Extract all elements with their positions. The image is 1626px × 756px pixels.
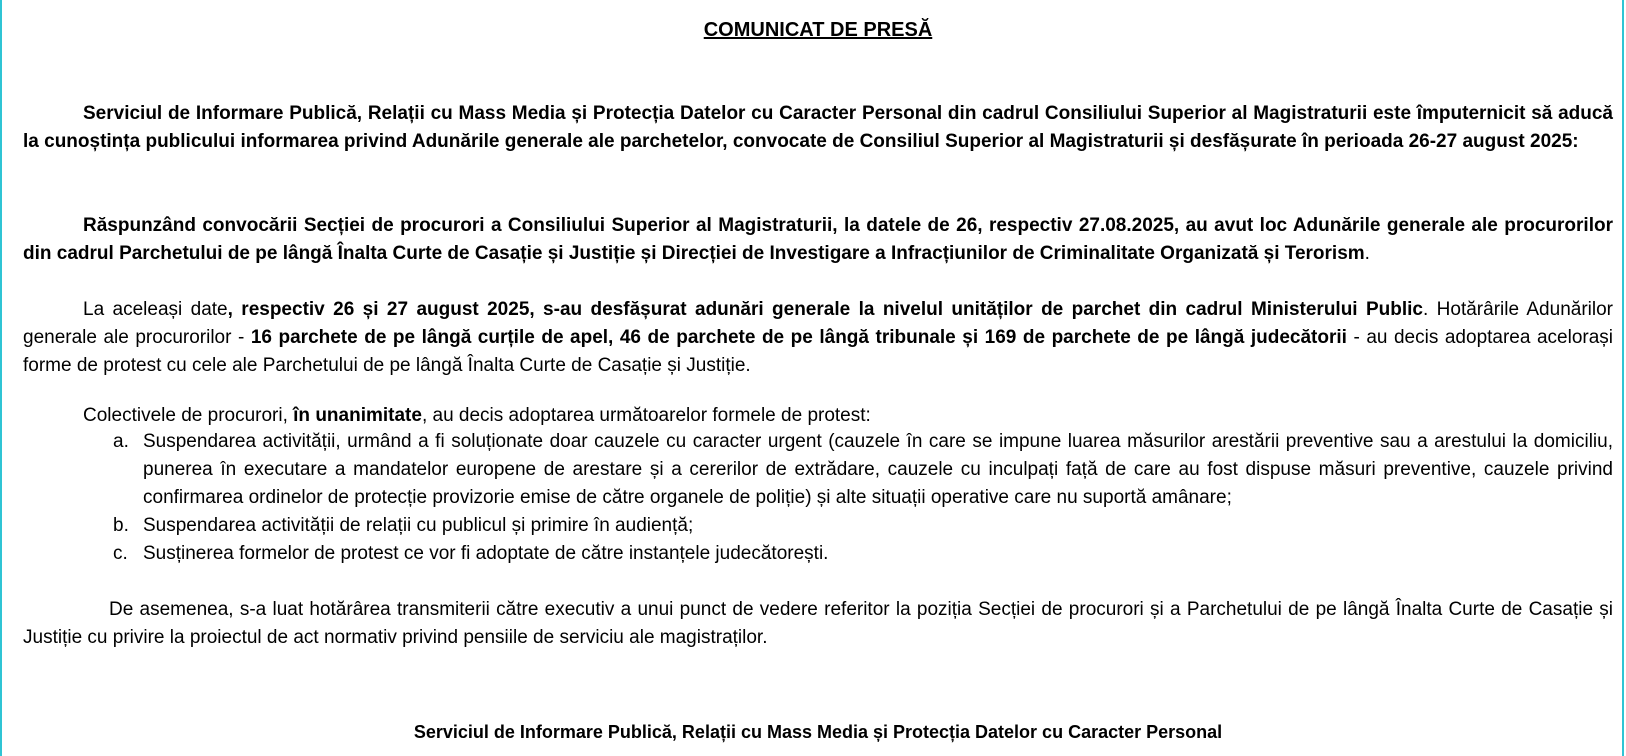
list-item-text: Suspendarea activității, urmând a fi soluționate doar cauzele cu caracter urgent (cauzele în care se impune luarea măsurilor arestării preventive sau a arestului la domiciliu, punerea în executare a mandatelor europene de arestare și a cererilor de extrădare, cauzele cu inculpați față de care au fost dispuse măsuri preventive, cauzele privind confirmarea ordinelor de protecție provizorie emise de către organele de poliție) și alte situații operative care nu suportă amânare; — [143, 431, 1613, 508]
decisions-text-3: - au decis adoptarea acelorași forme de protest cu cele ale Parchetului de pe lângă Înalta Curte de Casație și Justiție. — [23, 327, 1614, 376]
decisions-text-1: La aceleași date — [83, 299, 228, 320]
intro-text: Serviciul de Informare Publică, Relații cu Mass Media și Protecția Datelor cu Caracter Personal din cadrul Consiliului Superior al Magistraturii este împuternicit să aducă la cunoștința publicului informarea privind Adunările generale ale parchetelor, convocate de Consiliul Superior al Magistraturii și desfășurate în perioada 26-27 august 2025: — [23, 103, 1613, 152]
protest-intro-paragraph — [23, 402, 1613, 430]
convocation-text: Răspunzând convocării Secției de procurori a Consiliului Superior al Magistraturii, la datele de 26, respectiv 27.08.2025, au avut loc Adunările generale ale procurorilor din cadrul Parchetului de pe lângă Înalta Curte de Casație și Justiție și Direcției de Investigare a Infracțiunilor de Criminalitate Organizată și Terorism — [23, 215, 1613, 264]
list-item — [23, 428, 1613, 512]
page-title: COMUNICAT DE PRESĂ — [703, 19, 933, 41]
list-marker: b. — [113, 515, 129, 536]
decisions-bold-1: , respectiv 26 și 27 august 2025, s-au desfășurat adunări generale la nivelul unităților de parchet din cadrul Ministerului Public — [227, 299, 1423, 320]
protest-intro-text-1: Colectivele de procurori, — [83, 405, 294, 426]
convocation-paragraph — [23, 212, 1613, 268]
executive-paragraph — [23, 596, 1613, 652]
executive-text: De asemenea, s-a luat hotărârea transmiterii către executiv a unui punct de vedere referitor la poziția Secției de procurori și a Parchetului de pe lângă Înalta Curte de Casație și Justiție cu privire la proiectul de act normativ privind pensiile de serviciu ale magistraților. — [23, 599, 1613, 648]
list-item-text: Suspendarea activității de relații cu publicul și primire în audiență; — [143, 515, 694, 536]
protest-forms-list — [23, 428, 1613, 568]
intro-paragraph — [23, 100, 1613, 156]
list-item — [23, 540, 1613, 568]
footer-signature: Serviciul de Informare Publică, Relații cu Mass Media și Protecția Datelor cu Caracter Personal — [413, 722, 1223, 742]
decisions-bold-2: 16 parchete de pe lângă curțile de apel, 46 de parchete de pe lângă tribunale și 169 de parchete de pe lângă judecătorii — [250, 327, 1347, 348]
decisions-text-2: . Hotărârile Adunărilor generale ale procurorilor - — [23, 299, 1613, 348]
decisions-paragraph — [23, 296, 1613, 380]
right-border — [1622, 0, 1624, 756]
protest-intro-text-2: , au decis adoptarea următoarelor formele de protest: — [421, 405, 871, 426]
left-border — [0, 0, 2, 756]
list-item-text: Susținerea formelor de protest ce vor fi adoptate de către instanțele judecătorești. — [143, 543, 829, 564]
list-item — [23, 512, 1613, 540]
convocation-end: . — [1364, 243, 1370, 264]
list-marker: a. — [113, 431, 129, 452]
list-marker: c. — [113, 543, 128, 564]
protest-intro-bold: în unanimitate — [293, 405, 422, 426]
